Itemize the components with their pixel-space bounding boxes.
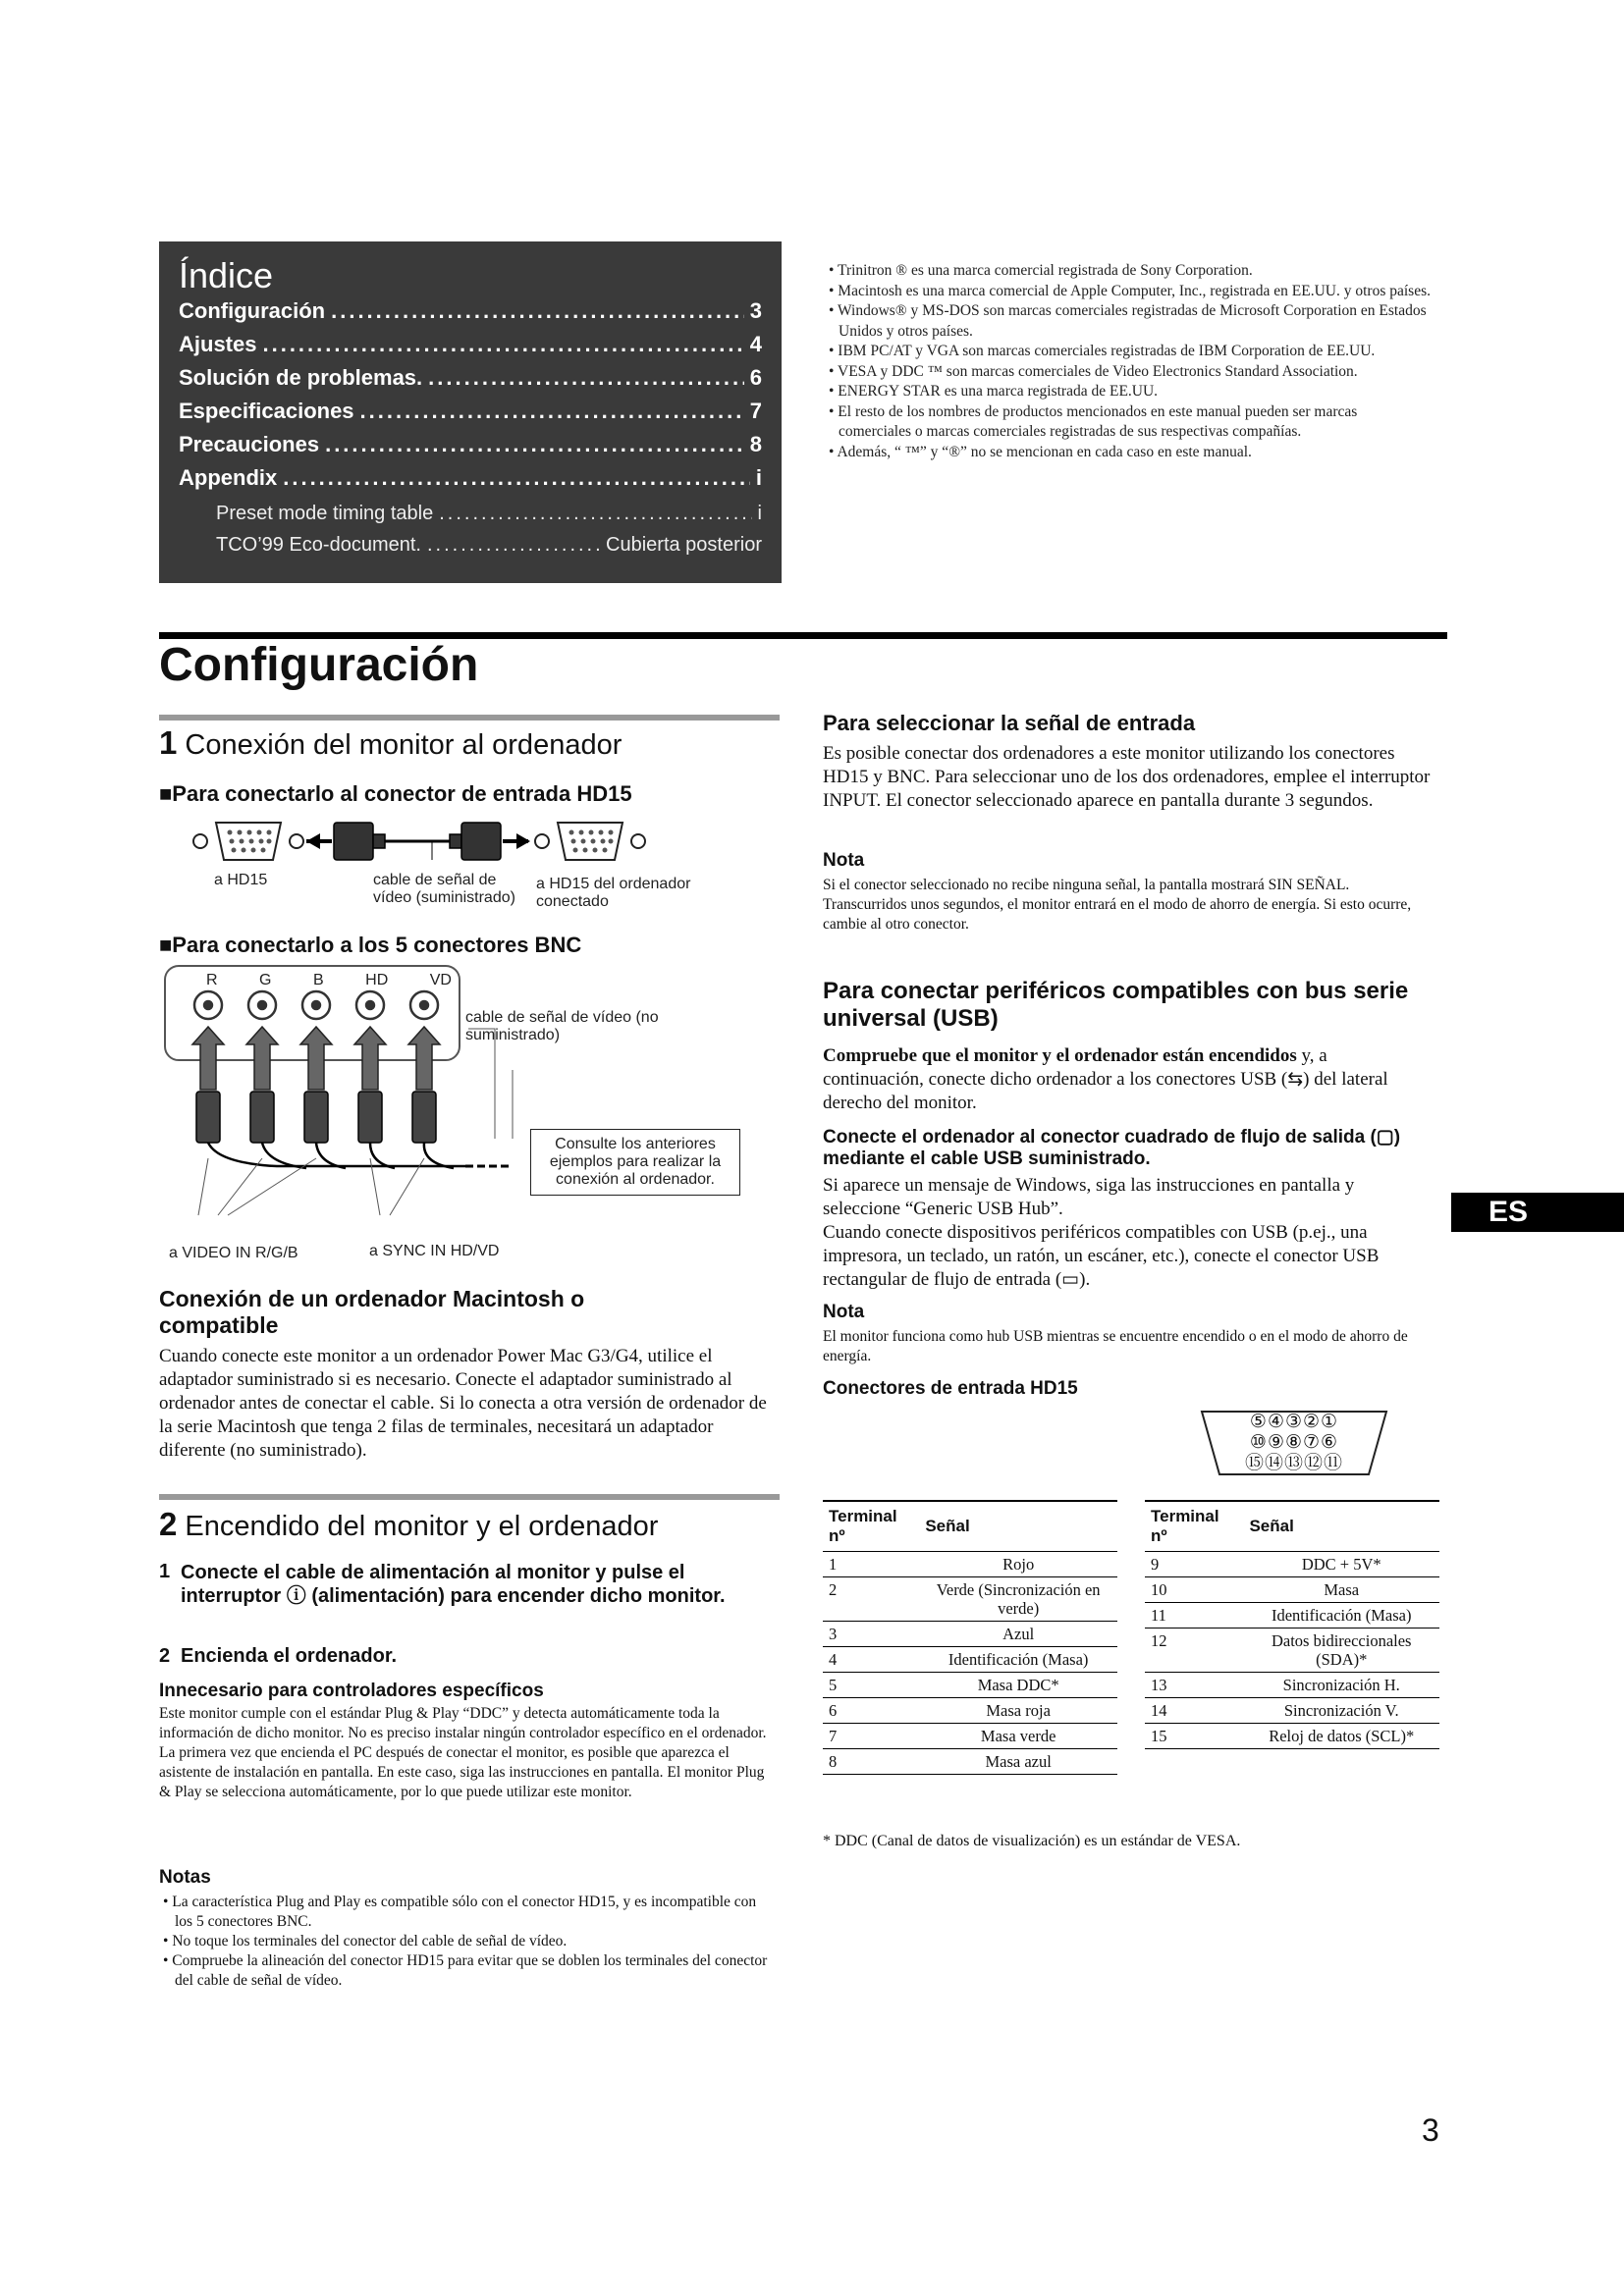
bnc-connection-diagram [159,962,748,1247]
usb-sub-heading: Conecte el ordenador al conector cuadrado de flujo de salida (▢) mediante el cable USB suministrado. [823,1127,1401,1169]
step2-number: 2 [159,1645,171,1667]
bnc-label: B [312,972,324,988]
mac-heading: Conexión de un ordenador Macintosh o compatible [159,1286,585,1338]
col-terminal: Terminal nº [1145,1501,1243,1552]
trademark-item: • ENERGY STAR es una marca registrada de EE.UU. [829,383,1159,400]
bnc-plug-icons [196,1092,436,1143]
table-row: 12 Datos bidireccionales (SDA)* [1145,1629,1439,1673]
cable-plug-icon [450,823,501,860]
toc-sub-item[interactable]: TCO’99 Eco-document. ..... Cubierta posterior [216,534,762,557]
table-row: 2 Verde (Sincronización en verde) [823,1577,1117,1622]
input-select-heading: Para seleccionar la señal de entrada [823,711,1196,735]
table-row: 8 Masa azul [823,1749,1117,1775]
bnc-sync-in-label: a SYNC IN HD/VD [369,1243,500,1259]
no-driver-heading: Innecesario para controladores específicos [159,1681,544,1701]
pin-row: ⑮⑭⑬⑫⑪ [1244,1453,1343,1473]
input-note-text: Si el conector seleccionado no recibe ninguna señal, la pantalla mostrará SIN SEÑAL. Transcurridos unos segundos, el monitor entrará en el modo de ahorro de energía. Si esto ocurre, cambie al otro conector. [823,877,1412,933]
section1-rule [159,715,780,721]
toc-item[interactable]: Appendix ..... i [179,465,762,491]
col-terminal: Terminal nº [823,1501,919,1552]
pin-table-footnote: * DDC (Canal de datos de visualización) es un estándar de VESA. [823,1833,1241,1849]
table-row: 6 Masa roja [823,1698,1117,1724]
pin-table-left [823,1500,1117,1775]
config-title: Configuración [159,639,479,691]
col-signal: Señal [1243,1501,1439,1552]
trademark-item: • Además, “ ™” y “®” no se mencionan en cada caso en este manual. [829,443,1252,460]
hd15-heading: ■Para conectarlo al conector de entrada HD15 [159,781,632,806]
table-row: 1 Rojo [823,1552,1117,1577]
table-row: 15 Reloj de datos (SCL)* [1145,1724,1439,1749]
usb-note-text: El monitor funciona como hub USB mientras se encuentre encendido o en el modo de ahorro de energía. [823,1328,1408,1364]
cable-plug-icon [334,823,385,860]
hd15-label-monitor: a HD15 [214,872,268,888]
note-item: • La característica Plug and Play es compatible sólo con el conector HD15, y es incompatible con los 5 conectores BNC. [163,1894,757,1930]
input-select-text: Es posible conectar dos ordenadores a este monitor utilizando los conectores HD15 y BNC. Para seleccionar uno de los dos ordenadores, emplee el interruptor INPUT. El conector seleccionado aparece en pantalla durante 3 segundos. [823,743,1431,811]
input-note-heading: Nota [823,850,865,871]
bnc-jack-icons [194,991,438,1019]
note-item: • No toque los terminales del conector del cable de señal de vídeo. [163,1933,568,1949]
toc-item[interactable]: Ajustes ..... 4 [179,332,762,357]
pin-table-right [1145,1500,1439,1749]
table-row: 11 Identificación (Masa) [1145,1603,1439,1629]
table-row: 9 DDC + 5V* [1145,1552,1439,1577]
trademark-item: • IBM PC/AT y VGA son marcas comerciales registradas de IBM Corporation de EE.UU. [829,343,1376,359]
bnc-note-box: Consulte los anteriores ejemplos para realizar la conexión al ordenador. [530,1129,740,1196]
table-row: 14 Sincronización V. [1145,1698,1439,1724]
step1-text: Conecte el cable de alimentación al monitor y pulse el interruptor ⓘ (alimentación) para encender dicho monitor. [181,1562,726,1607]
computer-hd15-port-icon [535,823,645,860]
hd15-connection-diagram [187,815,658,868]
usb-intro: Compruebe que el monitor y el ordenador están encendidos y, a continuación, conecte dicho ordenador a los conectores USB (⇆) del lateral derecho del monitor. [823,1045,1388,1113]
table-row: 10 Masa [1145,1577,1439,1603]
note-item: • Compruebe la alineación del conector HD15 para evitar que se doblen los terminales del conector del cable de señal de vídeo. [163,1952,768,1989]
toc-item[interactable]: Configuración ..... 3 [179,298,762,324]
pin-row: ⑩⑨⑧⑦⑥ [1249,1432,1339,1453]
table-row: 3 Azul [823,1622,1117,1647]
pin-row: ⑤④③②① [1249,1412,1339,1432]
bnc-cable-label: cable de señal de vídeo (no suministrado) [465,1009,659,1043]
index-box [159,241,782,583]
index-title: Índice [179,255,274,295]
notes-heading: Notas [159,1867,211,1888]
usb-note-heading: Nota [823,1302,865,1322]
trademark-item: • El resto de los nombres de productos mencionados en este manual pueden ser marcas comerciales o marcas comerciales registradas de sus respectivas compañías. [829,402,1358,440]
section2-title: 2 Encendido del monitor y el ordenador [159,1506,659,1542]
trademark-item: • Trinitron ® es una marca comercial registrada de Sony Corporation. [829,262,1253,279]
trademark-item: • Macintosh es una marca comercial de Apple Computer, Inc., registrada en EE.UU. y otros países. [829,282,1431,299]
table-row: 13 Sincronización H. [1145,1673,1439,1698]
bnc-video-in-label: a VIDEO IN R/G/B [169,1245,298,1261]
usb-text: Si aparece un mensaje de Windows, siga las instrucciones en pantalla y seleccione “Generic USB Hub”. Cuando conecte dispositivos periféricos compatibles con USB (p.ej., una impresora, un teclado, un ratón, un escáner, etc.), conecte el conector USB rectangular de flujo de entrada (▭). [823,1175,1380,1290]
hd15-pin-diagram [1198,1408,1390,1478]
table-row: 5 Masa DDC* [823,1673,1117,1698]
language-tab: ES [1451,1193,1624,1232]
toc-item[interactable]: Precauciones ..... 8 [179,432,762,457]
no-driver-text: Este monitor cumple con el estándar Plug & Play “DDC” y detecta automáticamente toda la información de dicho monitor. No es preciso instalar ningún controlador específico en el ordenador. La primera vez que encienda el PC después de conectar el monitor, es posible que aparezca el asistente de instalación en pantalla. En este caso, siga las instrucciones en pantalla. El monitor Plug & Play se selecciona automáticamente, por lo que puede utilizar este monitor. [159,1705,767,1800]
bnc-label: HD [365,972,389,988]
toc-item[interactable]: Solución de problemas. ..... 6 [179,365,762,391]
usb-heading: Para conectar periféricos compatibles con bus serie universal (USB) [823,978,1409,1032]
page-number: 3 [1422,2112,1439,2148]
notes-list [159,1893,768,1991]
bnc-label: VD [429,972,452,988]
col-signal: Señal [919,1501,1117,1552]
bnc-up-arrows [192,1027,440,1090]
trademark-item: • VESA y DDC ™ son marcas comerciales de Video Electronics Standard Association. [829,362,1358,380]
bnc-heading: ■Para conectarlo a los 5 conectores BNC [159,933,582,957]
hd15-connectors-heading: Conectores de entrada HD15 [823,1378,1078,1399]
trademarks-list [825,261,1434,462]
toc-item[interactable]: Especificaciones ..... 7 [179,399,762,424]
mac-text: Cuando conecte este monitor a un ordenador Power Mac G3/G4, utilice el adaptador suministrado si es necesario. Conecte el adaptador suministrado al ordenador antes de conectar el cable. Si lo conecta a otra versión de ordenador de la serie Macintosh que tenga 2 filas de terminales, necesitará un adaptador diferente (no suministrado). [159,1346,767,1461]
hd15-label-cable: cable de señal de vídeo (suministrado) [373,872,515,906]
bnc-label: G [259,972,272,988]
table-row: 7 Masa verde [823,1724,1117,1749]
monitor-hd15-port-icon [193,823,303,860]
hd15-label-computer: a HD15 del ordenador conectado [536,876,691,910]
bnc-label: R [206,972,218,988]
step1-number: 1 [159,1561,171,1582]
table-row: 4 Identificación (Masa) [823,1647,1117,1673]
trademark-item: • Windows® y MS-DOS son marcas comerciales registradas de Microsoft Corporation en Estados Unidos y otros países. [829,302,1427,340]
step2-text: Encienda el ordenador. [181,1645,398,1667]
section2-rule [159,1494,780,1500]
toc-sub-item[interactable]: Preset mode timing table ..... i [216,503,762,525]
section1-title: 1 Conexión del monitor al ordenador [159,724,623,761]
bnc-cables [208,1143,473,1168]
